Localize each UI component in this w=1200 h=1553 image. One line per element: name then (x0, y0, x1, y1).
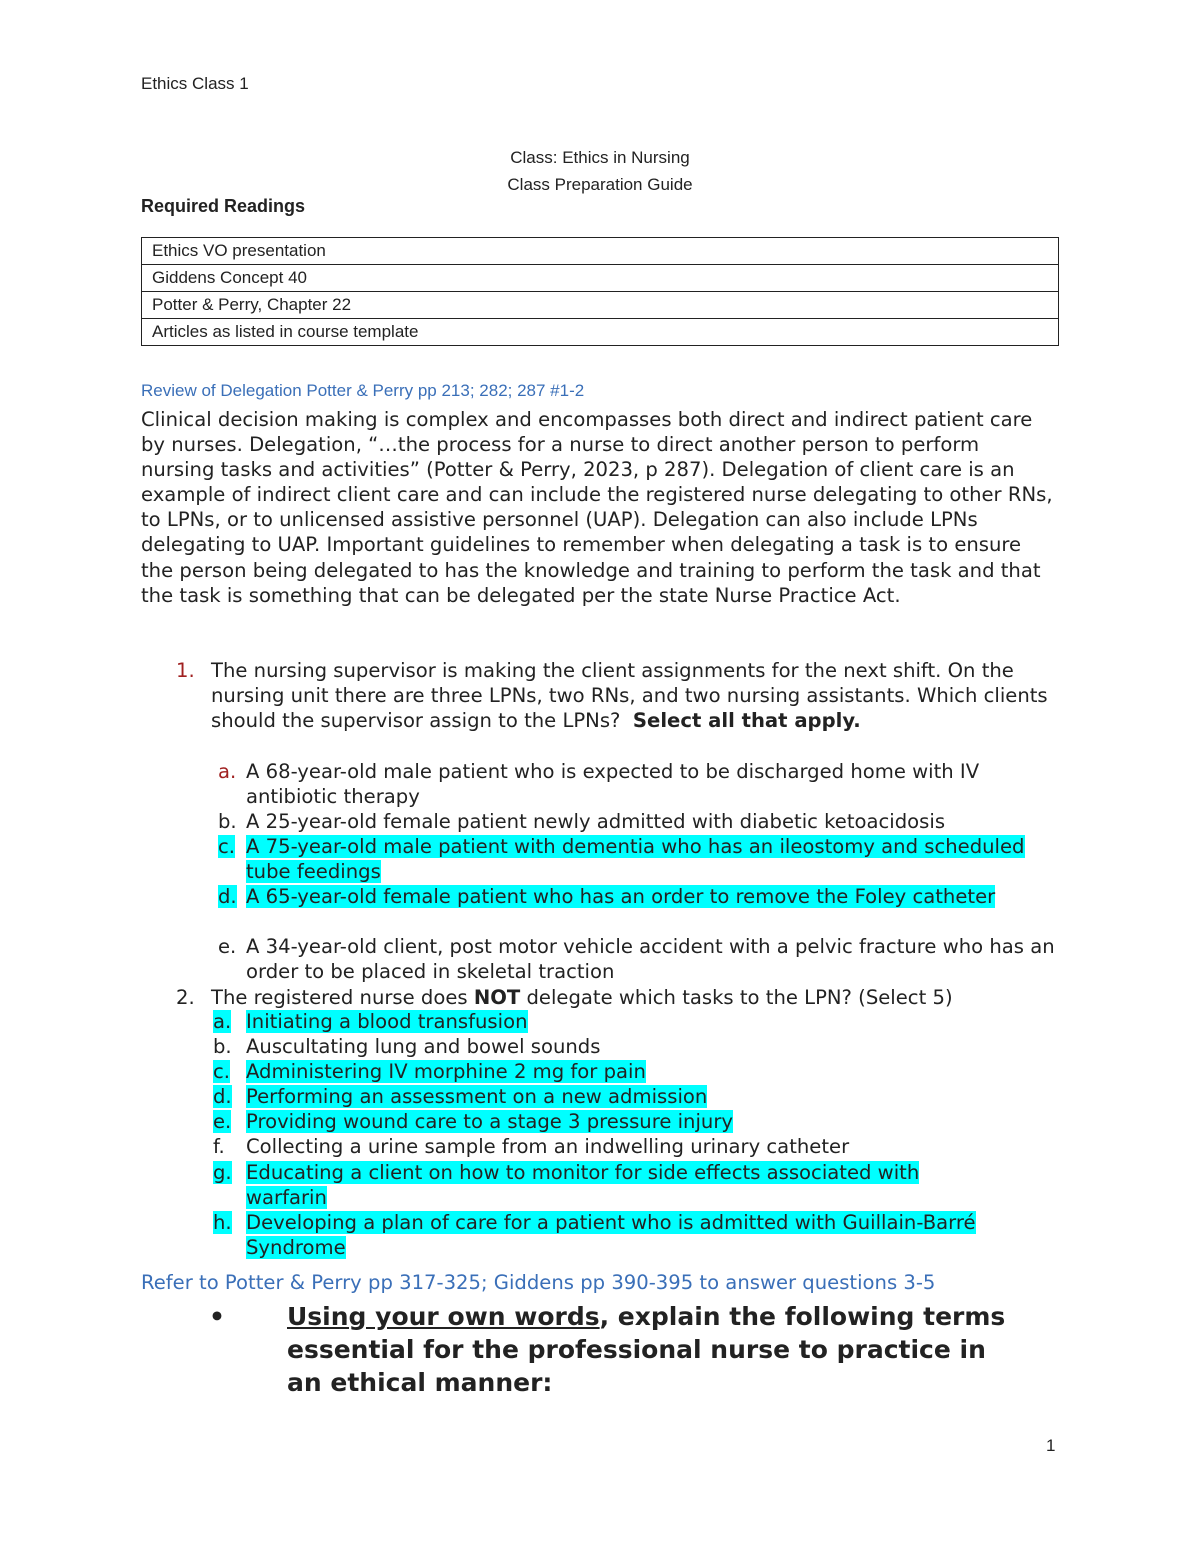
table-cell: Giddens Concept 40 (142, 265, 1059, 292)
option-text: Administering IV morphine 2 mg for pain (246, 1060, 646, 1083)
question-text (211, 658, 1061, 733)
option-text: Developing a plan of care for a patient who is admitted with Guillain-Barré Syndrome (246, 1211, 976, 1260)
option-text: A 65-year-old female patient who has an order to remove the Foley catheter (246, 885, 996, 908)
bullet-icon: • (209, 1302, 225, 1331)
running-header: Ethics Class 1 (141, 74, 249, 93)
table-cell: Potter & Perry, Chapter 22 (142, 292, 1059, 319)
readings-table (141, 237, 1059, 346)
option-letter: c. (218, 835, 236, 858)
bullet-underlined-text: Using your own words (287, 1302, 600, 1331)
option-letter: b. (213, 1035, 232, 1058)
table-cell: Ethics VO presentation (142, 238, 1059, 265)
section-heading-delegation: Review of Delegation Potter & Perry pp 213; 282; 287 #1-2 (141, 381, 585, 400)
option-letter: e. (218, 935, 237, 958)
option-letter: a. (218, 760, 237, 783)
page-number: 1 (1046, 1436, 1056, 1455)
question-stem: The registered nurse does (211, 986, 468, 1009)
option-letter: b. (218, 810, 237, 833)
title-line-1: Class: Ethics in Nursing (510, 148, 690, 167)
option-text: Educating a client on how to monitor for side effects associated with warfarin (246, 1161, 920, 1210)
option-text: A 25-year-old female patient newly admitted with diabetic ketoacidosis (246, 810, 946, 833)
option-letter: h. (213, 1211, 232, 1234)
document-title (0, 144, 1200, 198)
option-letter: e. (213, 1110, 232, 1133)
option-text: A 34-year-old client, post motor vehicle accident with a pelvic fracture who has an order to be placed in skeletal traction (246, 935, 1055, 984)
option-text: Auscultating lung and bowel sounds (246, 1035, 601, 1058)
table-cell: Articles as listed in course template (142, 319, 1059, 346)
question-number: 1. (176, 659, 195, 682)
option-letter: d. (218, 885, 237, 908)
option-text: Collecting a urine sample from an indwelling urinary catheter (246, 1135, 850, 1158)
option-text: Performing an assessment on a new admission (246, 1085, 708, 1108)
option-letter: g. (213, 1161, 232, 1184)
option-letter: f. (213, 1135, 225, 1158)
table-row (142, 265, 1059, 292)
question-emphasis: Select all that apply. (632, 709, 861, 733)
bullet-rest-text: , explain the following terms essential for the professional nurse to practice in an ethical manner: (287, 1302, 1006, 1397)
option-letter: c. (213, 1060, 231, 1083)
table-row (142, 319, 1059, 346)
option-text: Providing wound care to a stage 3 pressure injury (246, 1110, 733, 1133)
option-text: A 68-year-old male patient who is expected to be discharged home with IV antibiotic therapy (246, 760, 980, 809)
section-heading-ethics-terms: Refer to Potter & Perry pp 317-325; Giddens pp 390-395 to answer questions 3-5 (141, 1271, 936, 1294)
title-line-2: Class Preparation Guide (507, 175, 693, 194)
option-text: Initiating a blood transfusion (246, 1010, 528, 1033)
option-text: A 75-year-old male patient with dementia who has an ileostomy and scheduled tube feedings (246, 835, 1025, 884)
table-row (142, 238, 1059, 265)
question-stem: The nursing supervisor is making the client assignments for the next shift. On the nursing unit there are three LPNs, two RNs, and two nursing assistants. Which clients should the supervisor assign to the LPNs? (211, 659, 1048, 733)
required-readings-heading: Required Readings (141, 196, 306, 216)
table-row (142, 292, 1059, 319)
option-letter: a. (213, 1010, 232, 1033)
bullet-text (287, 1300, 1027, 1399)
question-stem-end: delegate which tasks to the LPN? (Select 5) (526, 986, 953, 1009)
intro-paragraph: Clinical decision making is complex and encompasses both direct and indirect patient care by nurses. Delegation, “…the process for a nurse to direct another person to perform nursing tasks and activities” (Potter & Perry, 2023, p 287). Delegation of client care is an example of indirect client care and can include the registered nurse delegating to other RNs, to LPNs, or to unlicensed assistive personnel (UAP). Delegation can also include LPNs delegating to UAP. Important guidelines to remember when delegating a task is to ensure the person being delegated to has the knowledge and training to perform the task and that the task is something that can be delegated per the state Nurse Practice Act. (141, 408, 1053, 607)
question-text (211, 985, 1061, 1010)
question-emphasis: NOT (473, 986, 521, 1009)
option-letter: d. (213, 1085, 232, 1108)
question-number: 2. (176, 986, 195, 1009)
